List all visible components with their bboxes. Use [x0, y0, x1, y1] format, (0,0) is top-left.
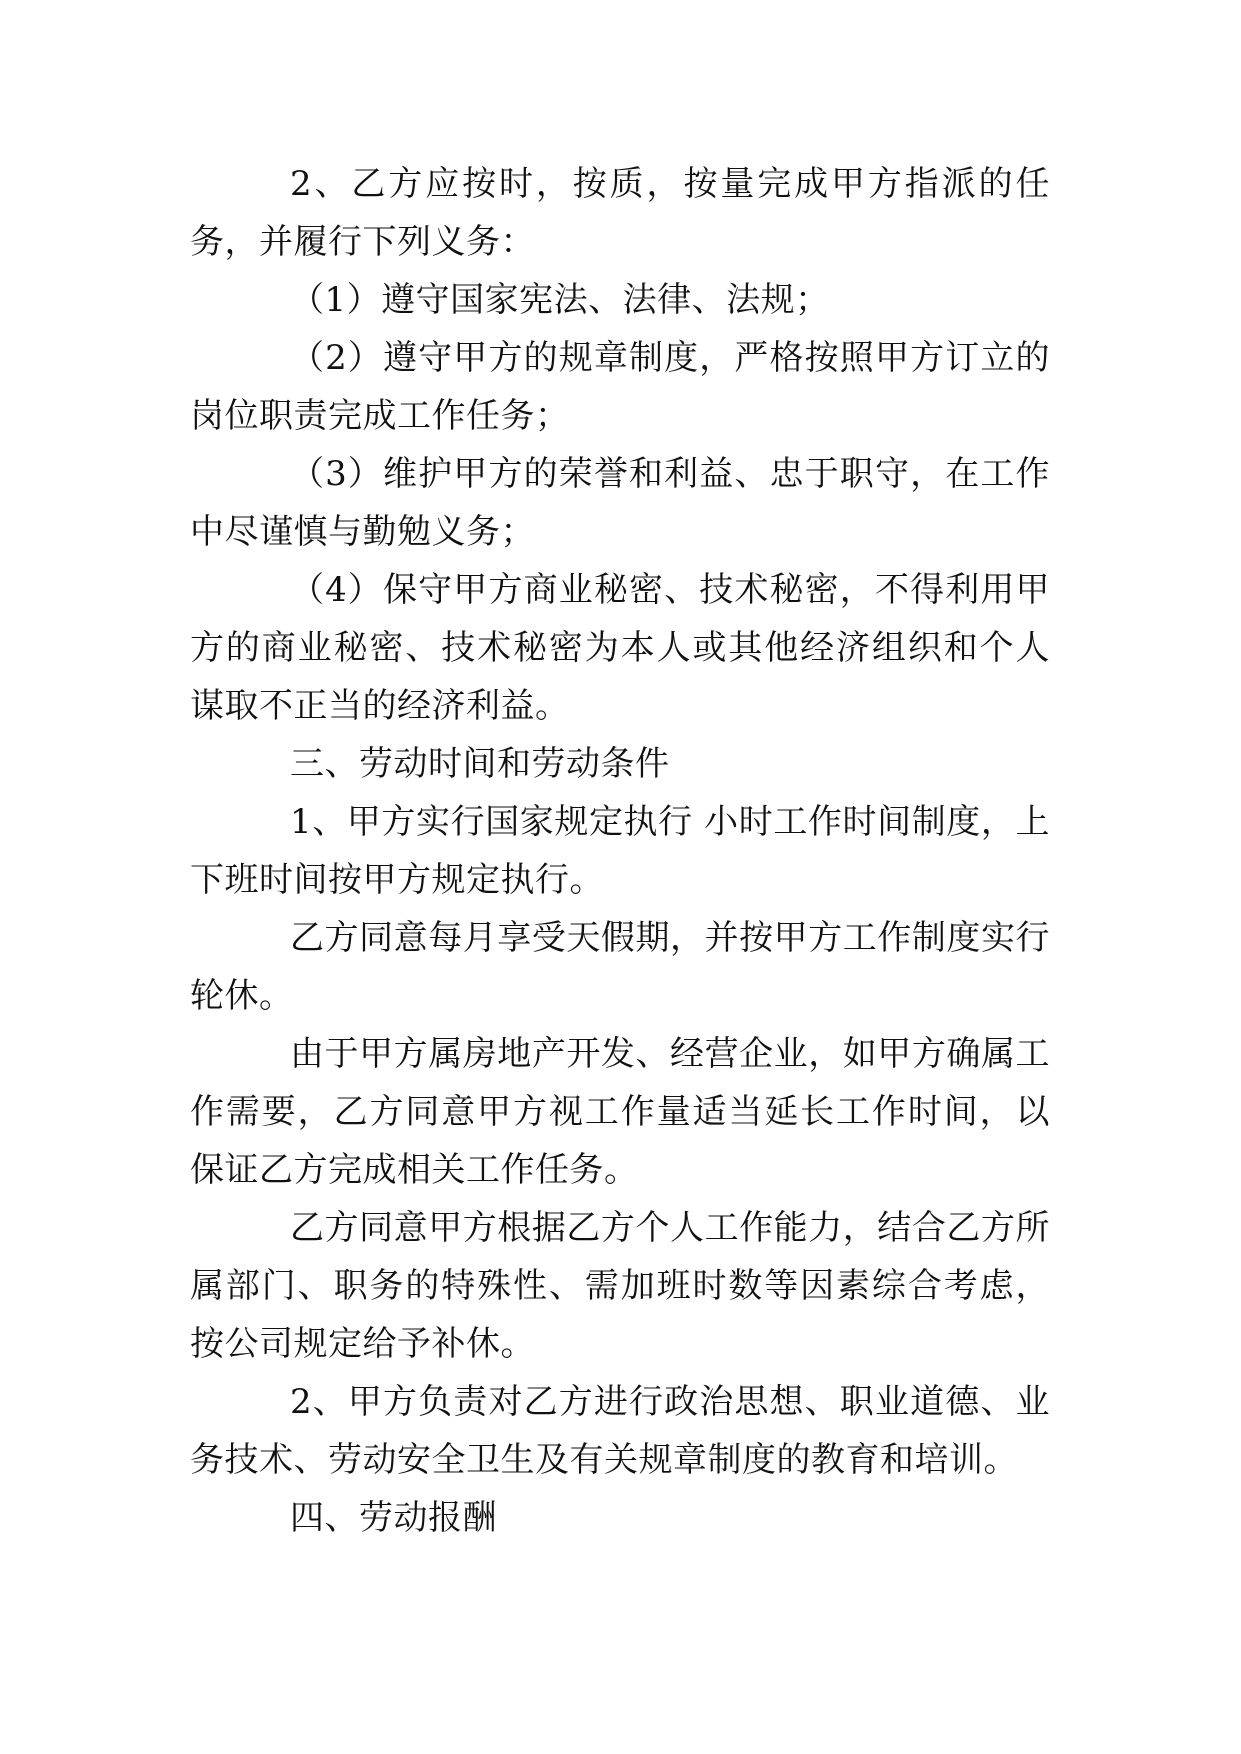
paragraph-leave: 乙方同意每月享受天假期，并按甲方工作制度实行轮休。: [190, 918, 1050, 1016]
paragraph-item-4: （4）保守甲方商业秘密、技术秘密，不得利用甲方的商业秘密、技术秘密为本人或其他经济组织和个人谋取不正当的经济利益。: [190, 570, 1050, 726]
paragraph-item-3: （3）维护甲方的荣誉和利益、忠于职守，在工作中尽谨慎与勤勉义务；: [190, 454, 1050, 552]
paragraph-training: 2、甲方负责对乙方进行政治思想、职业道德、业务技术、劳动安全卫生及有关规章制度的教育和培训。: [190, 1382, 1050, 1480]
paragraph-obligations: 2、乙方应按时，按质，按量完成甲方指派的任务，并履行下列义务：: [190, 164, 1050, 262]
section-heading-working-time: 三、劳动时间和劳动条件: [290, 744, 670, 784]
paragraph-item-1: （1）遵守国家宪法、法律、法规；: [290, 280, 830, 320]
paragraph-compensatory-leave: 乙方同意甲方根据乙方个人工作能力，结合乙方所属部门、职务的特殊性、需加班时数等因素综合考虑，按公司规定给予补休。: [190, 1208, 1050, 1364]
paragraph-working-hours: 1、甲方实行国家规定执行 小时工作时间制度，上下班时间按甲方规定执行。: [190, 802, 1050, 900]
document-body: [190, 155, 1050, 1547]
paragraph-overtime: 由于甲方属房地产开发、经营企业，如甲方确属工作需要，乙方同意甲方视工作量适当延长工作时间，以保证乙方完成相关工作任务。: [190, 1034, 1050, 1190]
section-heading-remuneration: 四、劳动报酬: [290, 1498, 497, 1538]
paragraph-item-2: （2）遵守甲方的规章制度，严格按照甲方订立的岗位职责完成工作任务；: [190, 338, 1050, 436]
